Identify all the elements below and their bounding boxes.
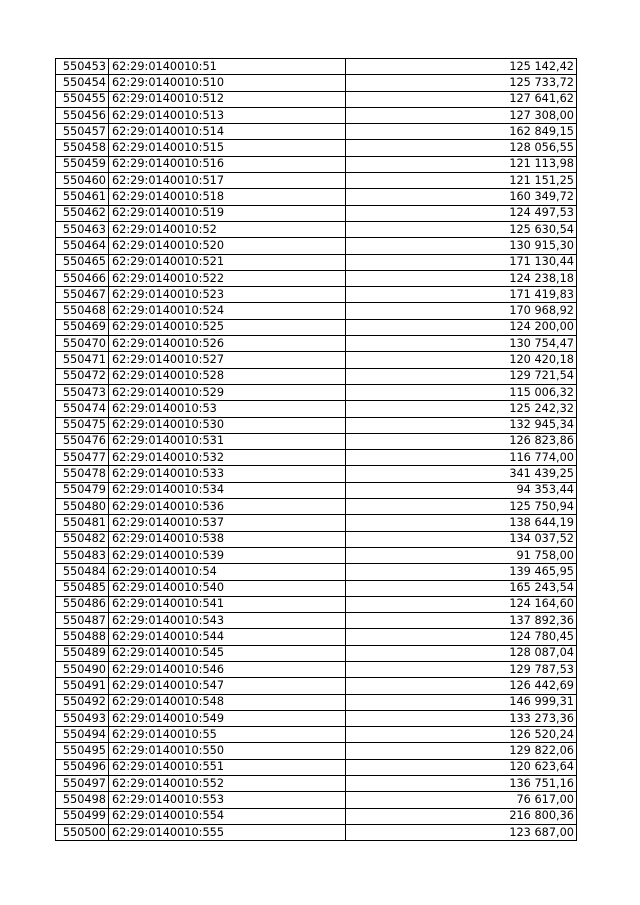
table-row: [56, 824, 577, 840]
cadastral-number-cell: 62:29:0140010:553: [109, 792, 346, 808]
cadastral-number-cell: 62:29:0140010:522: [109, 270, 346, 286]
row-number-cell: 550491: [56, 678, 109, 694]
table-body: [56, 59, 577, 841]
cadastral-number-cell: 62:29:0140010:545: [109, 645, 346, 661]
cadastral-number-cell: 62:29:0140010:547: [109, 678, 346, 694]
table-row: [56, 613, 577, 629]
row-number-cell: 550467: [56, 287, 109, 303]
cadastral-number-cell: 62:29:0140010:53: [109, 401, 346, 417]
cadastral-number-cell: 62:29:0140010:549: [109, 710, 346, 726]
row-number-cell: 550489: [56, 645, 109, 661]
value-cell: 129 787,53: [346, 661, 577, 677]
cadastral-number-cell: 62:29:0140010:555: [109, 824, 346, 840]
cadastral-number-cell: 62:29:0140010:540: [109, 580, 346, 596]
table-row: [56, 433, 577, 449]
cadastral-number-cell: 62:29:0140010:55: [109, 727, 346, 743]
value-cell: 124 780,45: [346, 629, 577, 645]
table-row: [56, 368, 577, 384]
row-number-cell: 550477: [56, 450, 109, 466]
table-row: [56, 221, 577, 237]
value-cell: 162 849,15: [346, 124, 577, 140]
table-row: [56, 547, 577, 563]
value-cell: 124 164,60: [346, 596, 577, 612]
row-number-cell: 550466: [56, 270, 109, 286]
row-number-cell: 550470: [56, 336, 109, 352]
table-row: [56, 499, 577, 515]
value-cell: 128 087,04: [346, 645, 577, 661]
value-cell: 130 754,47: [346, 336, 577, 352]
row-number-cell: 550482: [56, 531, 109, 547]
row-number-cell: 550500: [56, 824, 109, 840]
cadastral-number-cell: 62:29:0140010:516: [109, 156, 346, 172]
table-row: [56, 303, 577, 319]
row-number-cell: 550486: [56, 596, 109, 612]
table-row: [56, 661, 577, 677]
table-row: [56, 91, 577, 107]
value-cell: 126 442,69: [346, 678, 577, 694]
row-number-cell: 550464: [56, 238, 109, 254]
row-number-cell: 550493: [56, 710, 109, 726]
data-table: [55, 58, 577, 841]
table-row: [56, 417, 577, 433]
cadastral-number-cell: 62:29:0140010:532: [109, 450, 346, 466]
table-row: [56, 678, 577, 694]
value-cell: 124 238,18: [346, 270, 577, 286]
value-cell: 130 915,30: [346, 238, 577, 254]
value-cell: 124 200,00: [346, 319, 577, 335]
value-cell: 170 968,92: [346, 303, 577, 319]
cadastral-number-cell: 62:29:0140010:517: [109, 173, 346, 189]
table-row: [56, 759, 577, 775]
table-row: [56, 694, 577, 710]
row-number-cell: 550495: [56, 743, 109, 759]
value-cell: 120 420,18: [346, 352, 577, 368]
cadastral-number-cell: 62:29:0140010:528: [109, 368, 346, 384]
value-cell: 129 721,54: [346, 368, 577, 384]
row-number-cell: 550492: [56, 694, 109, 710]
row-number-cell: 550456: [56, 107, 109, 123]
table-row: [56, 727, 577, 743]
value-cell: 124 497,53: [346, 205, 577, 221]
cadastral-number-cell: 62:29:0140010:534: [109, 482, 346, 498]
cadastral-number-cell: 62:29:0140010:54: [109, 564, 346, 580]
cadastral-number-cell: 62:29:0140010:510: [109, 75, 346, 91]
table-row: [56, 450, 577, 466]
table-row: [56, 401, 577, 417]
table-row: [56, 156, 577, 172]
cadastral-number-cell: 62:29:0140010:524: [109, 303, 346, 319]
row-number-cell: 550479: [56, 482, 109, 498]
value-cell: 125 242,32: [346, 401, 577, 417]
row-number-cell: 550459: [56, 156, 109, 172]
table-row: [56, 352, 577, 368]
table-row: [56, 254, 577, 270]
cadastral-number-cell: 62:29:0140010:514: [109, 124, 346, 140]
cadastral-number-cell: 62:29:0140010:548: [109, 694, 346, 710]
cadastral-number-cell: 62:29:0140010:520: [109, 238, 346, 254]
value-cell: 171 419,83: [346, 287, 577, 303]
row-number-cell: 550461: [56, 189, 109, 205]
value-cell: 116 774,00: [346, 450, 577, 466]
value-cell: 127 641,62: [346, 91, 577, 107]
value-cell: 171 130,44: [346, 254, 577, 270]
cadastral-number-cell: 62:29:0140010:550: [109, 743, 346, 759]
value-cell: 125 630,54: [346, 221, 577, 237]
value-cell: 76 617,00: [346, 792, 577, 808]
row-number-cell: 550468: [56, 303, 109, 319]
table-row: [56, 189, 577, 205]
value-cell: 127 308,00: [346, 107, 577, 123]
row-number-cell: 550476: [56, 433, 109, 449]
table-row: [56, 384, 577, 400]
cadastral-number-cell: 62:29:0140010:512: [109, 91, 346, 107]
value-cell: 160 349,72: [346, 189, 577, 205]
cadastral-number-cell: 62:29:0140010:539: [109, 547, 346, 563]
value-cell: 115 006,32: [346, 384, 577, 400]
cadastral-number-cell: 62:29:0140010:513: [109, 107, 346, 123]
row-number-cell: 550498: [56, 792, 109, 808]
row-number-cell: 550463: [56, 221, 109, 237]
table-row: [56, 564, 577, 580]
row-number-cell: 550490: [56, 661, 109, 677]
row-number-cell: 550457: [56, 124, 109, 140]
row-number-cell: 550497: [56, 776, 109, 792]
value-cell: 341 439,25: [346, 466, 577, 482]
table-row: [56, 205, 577, 221]
row-number-cell: 550485: [56, 580, 109, 596]
table-row: [56, 645, 577, 661]
cadastral-number-cell: 62:29:0140010:527: [109, 352, 346, 368]
cadastral-number-cell: 62:29:0140010:544: [109, 629, 346, 645]
table-row: [56, 140, 577, 156]
row-number-cell: 550455: [56, 91, 109, 107]
value-cell: 133 273,36: [346, 710, 577, 726]
row-number-cell: 550496: [56, 759, 109, 775]
cadastral-number-cell: 62:29:0140010:552: [109, 776, 346, 792]
table-row: [56, 319, 577, 335]
value-cell: 129 822,06: [346, 743, 577, 759]
row-number-cell: 550460: [56, 173, 109, 189]
row-number-cell: 550469: [56, 319, 109, 335]
cadastral-number-cell: 62:29:0140010:529: [109, 384, 346, 400]
cadastral-number-cell: 62:29:0140010:530: [109, 417, 346, 433]
cadastral-number-cell: 62:29:0140010:537: [109, 515, 346, 531]
table-row: [56, 336, 577, 352]
value-cell: 138 644,19: [346, 515, 577, 531]
row-number-cell: 550488: [56, 629, 109, 645]
row-number-cell: 550480: [56, 499, 109, 515]
table-row: [56, 776, 577, 792]
value-cell: 126 823,86: [346, 433, 577, 449]
value-cell: 120 623,64: [346, 759, 577, 775]
row-number-cell: 550484: [56, 564, 109, 580]
table-row: [56, 743, 577, 759]
cadastral-number-cell: 62:29:0140010:531: [109, 433, 346, 449]
row-number-cell: 550487: [56, 613, 109, 629]
value-cell: 146 999,31: [346, 694, 577, 710]
cadastral-number-cell: 62:29:0140010:521: [109, 254, 346, 270]
value-cell: 126 520,24: [346, 727, 577, 743]
cadastral-number-cell: 62:29:0140010:551: [109, 759, 346, 775]
value-cell: 165 243,54: [346, 580, 577, 596]
table-row: [56, 808, 577, 824]
row-number-cell: 550473: [56, 384, 109, 400]
row-number-cell: 550462: [56, 205, 109, 221]
table-row: [56, 270, 577, 286]
table-row: [56, 124, 577, 140]
table-row: [56, 238, 577, 254]
table-row: [56, 629, 577, 645]
row-number-cell: 550453: [56, 59, 109, 75]
table-row: [56, 59, 577, 75]
cadastral-number-cell: 62:29:0140010:515: [109, 140, 346, 156]
cadastral-number-cell: 62:29:0140010:541: [109, 596, 346, 612]
table-row: [56, 75, 577, 91]
cadastral-number-cell: 62:29:0140010:536: [109, 499, 346, 515]
row-number-cell: 550474: [56, 401, 109, 417]
table-row: [56, 173, 577, 189]
row-number-cell: 550471: [56, 352, 109, 368]
row-number-cell: 550494: [56, 727, 109, 743]
value-cell: 139 465,95: [346, 564, 577, 580]
value-cell: 121 151,25: [346, 173, 577, 189]
cadastral-number-cell: 62:29:0140010:525: [109, 319, 346, 335]
cadastral-number-cell: 62:29:0140010:519: [109, 205, 346, 221]
table-row: [56, 792, 577, 808]
table-row: [56, 580, 577, 596]
value-cell: 132 945,34: [346, 417, 577, 433]
value-cell: 91 758,00: [346, 547, 577, 563]
row-number-cell: 550478: [56, 466, 109, 482]
value-cell: 137 892,36: [346, 613, 577, 629]
row-number-cell: 550481: [56, 515, 109, 531]
cadastral-number-cell: 62:29:0140010:518: [109, 189, 346, 205]
value-cell: 123 687,00: [346, 824, 577, 840]
table-row: [56, 482, 577, 498]
cadastral-number-cell: 62:29:0140010:538: [109, 531, 346, 547]
cadastral-number-cell: 62:29:0140010:554: [109, 808, 346, 824]
row-number-cell: 550472: [56, 368, 109, 384]
cadastral-number-cell: 62:29:0140010:526: [109, 336, 346, 352]
table-row: [56, 531, 577, 547]
cadastral-number-cell: 62:29:0140010:543: [109, 613, 346, 629]
value-cell: 125 750,94: [346, 499, 577, 515]
value-cell: 134 037,52: [346, 531, 577, 547]
table-row: [56, 466, 577, 482]
value-cell: 128 056,55: [346, 140, 577, 156]
table-row: [56, 287, 577, 303]
row-number-cell: 550458: [56, 140, 109, 156]
value-cell: 121 113,98: [346, 156, 577, 172]
row-number-cell: 550465: [56, 254, 109, 270]
cadastral-number-cell: 62:29:0140010:533: [109, 466, 346, 482]
value-cell: 125 142,42: [346, 59, 577, 75]
row-number-cell: 550475: [56, 417, 109, 433]
cadastral-number-cell: 62:29:0140010:51: [109, 59, 346, 75]
row-number-cell: 550499: [56, 808, 109, 824]
cadastral-number-cell: 62:29:0140010:523: [109, 287, 346, 303]
table-row: [56, 515, 577, 531]
value-cell: 125 733,72: [346, 75, 577, 91]
table-row: [56, 710, 577, 726]
table-row: [56, 596, 577, 612]
value-cell: 136 751,16: [346, 776, 577, 792]
table-row: [56, 107, 577, 123]
row-number-cell: 550454: [56, 75, 109, 91]
value-cell: 216 800,36: [346, 808, 577, 824]
cadastral-number-cell: 62:29:0140010:546: [109, 661, 346, 677]
value-cell: 94 353,44: [346, 482, 577, 498]
row-number-cell: 550483: [56, 547, 109, 563]
cadastral-number-cell: 62:29:0140010:52: [109, 221, 346, 237]
